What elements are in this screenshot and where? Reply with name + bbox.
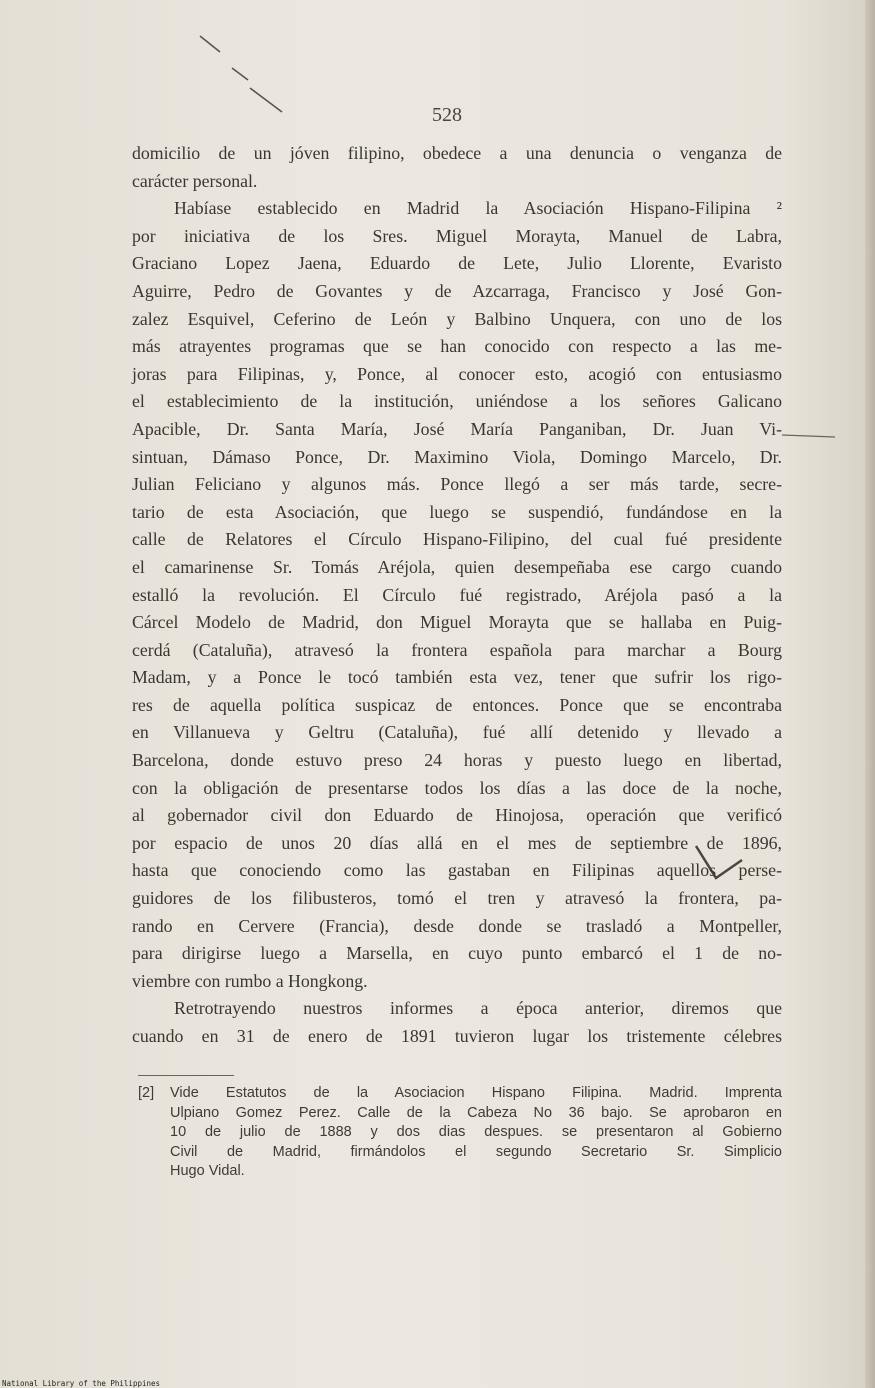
body-line: res de aquella política suspicaz de entonces. Ponce que se encontraba xyxy=(132,694,782,715)
body-line: calle de Relatores el Círculo Hispano-Filipino, del cual fué presidente xyxy=(132,529,782,550)
body-line: Julian Feliciano y algunos más. Ponce llegó a ser más tarde, secre- xyxy=(132,474,782,495)
body-text xyxy=(132,140,782,1051)
body-line: cerdá (Cataluña), atravesó la frontera española para marchar a Bourg xyxy=(132,639,782,660)
body-line: guidores de los filibusteros, tomó el tren y atravesó la frontera, pa- xyxy=(132,888,782,909)
body-line: Aguirre, Pedro de Govantes y de Azcarraga, Francisco y José Gon- xyxy=(132,280,782,301)
body-line: Graciano Lopez Jaena, Eduardo de Lete, Julio Llorente, Evaristo xyxy=(132,253,782,274)
body-line: viembre con rumbo a Hongkong. xyxy=(132,970,368,991)
body-line: estalló la revolución. El Círculo fué registrado, Aréjola pasó a la xyxy=(132,584,782,605)
footnote-line: Vide Estatutos de la Asociacion Hispano Filipina. Madrid. Imprenta xyxy=(170,1085,782,1101)
body-line: carácter personal. xyxy=(132,170,258,191)
body-line: cuando en 31 de enero de 1891 tuvieron lugar los tristemente célebres xyxy=(132,1026,782,1046)
page-edge xyxy=(865,0,875,1388)
footnote-line: Hugo Vidal. xyxy=(170,1163,245,1179)
page-number: 528 xyxy=(432,104,462,126)
body-line: con la obligación de presentarse todos los días a las doce de la noche, xyxy=(132,777,782,798)
body-line: en Villanueva y Geltru (Cataluña), fué allí detenido y llevado a xyxy=(132,722,782,743)
body-line: zalez Esquivel, Ceferino de León y Balbino Unquera, con uno de los xyxy=(132,308,782,329)
body-line: Cárcel Modelo de Madrid, don Miguel Morayta que se hallaba en Puig- xyxy=(132,612,782,633)
body-line: más atrayentes programas que se han conocido con respecto a las me- xyxy=(132,336,782,357)
body-line: el camarinense Sr. Tomás Aréjola, quien desempeñaba ese cargo cuando xyxy=(132,556,782,577)
footnote-rule xyxy=(138,1075,234,1076)
footnote-marker: [2] xyxy=(138,1085,155,1101)
body-line: rando en Cervere (Francia), desde donde se trasladó a Montpeller, xyxy=(132,915,782,936)
body-line: domicilio de un jóven filipino, obedece a una denuncia o venganza de xyxy=(132,143,782,163)
library-label: National Library of the Philippines xyxy=(2,1379,161,1388)
footnote-line: Ulpiano Gomez Perez. Calle de la Cabeza No 36 bajo. Se aprobaron en xyxy=(170,1104,782,1121)
footnote-line: 10 de julio de 1888 y dos dias despues. se presentaron al Gobierno xyxy=(170,1124,782,1140)
body-line: al gobernador civil don Eduardo de Hinojosa, operación que verificó xyxy=(132,805,782,826)
margin-line-mark xyxy=(780,430,840,440)
body-line: hasta que conociendo como las gastaban en Filipinas aquellos perse- xyxy=(132,860,782,881)
body-line: joras para Filipinas, y, Ponce, al conocer esto, acogió con entusiasmo xyxy=(132,363,782,384)
body-line: Apacible, Dr. Santa María, José María Panganiban, Dr. Juan Vi- xyxy=(132,418,782,439)
body-line: para dirigirse luego a Marsella, en cuyo punto embarcó el 1 de no- xyxy=(132,943,782,964)
body-line: por iniciativa de los Sres. Miguel Morayta, Manuel de Labra, xyxy=(132,225,782,246)
body-line: el establecimiento de la institución, uniéndose a los señores Galicano xyxy=(132,391,782,412)
body-line: Madam, y a Ponce le tocó también esta vez, tener que sufrir los rigo- xyxy=(132,667,782,688)
footnote-line: Civil de Madrid, firmándolos el segundo Secretario Sr. Simplicio xyxy=(170,1143,782,1160)
body-line: sintuan, Dámaso Ponce, Dr. Maximino Viola, Domingo Marcelo, Dr. xyxy=(132,446,782,467)
body-line: Retrotrayendo nuestros informes a época anterior, diremos que xyxy=(174,998,782,1019)
footnote xyxy=(138,1084,782,1182)
body-line: tario de esta Asociación, que luego se suspendió, fundándose en la xyxy=(132,501,782,522)
body-line: Barcelona, donde estuvo preso 24 horas y puesto luego en libertad, xyxy=(132,750,782,771)
body-line: por espacio de unos 20 días allá en el mes de septiembre de 1896, xyxy=(132,832,782,853)
body-line: Habíase establecido en Madrid la Asociación Hispano-Filipina ² xyxy=(174,198,782,219)
pen-stroke-mark xyxy=(190,28,310,138)
